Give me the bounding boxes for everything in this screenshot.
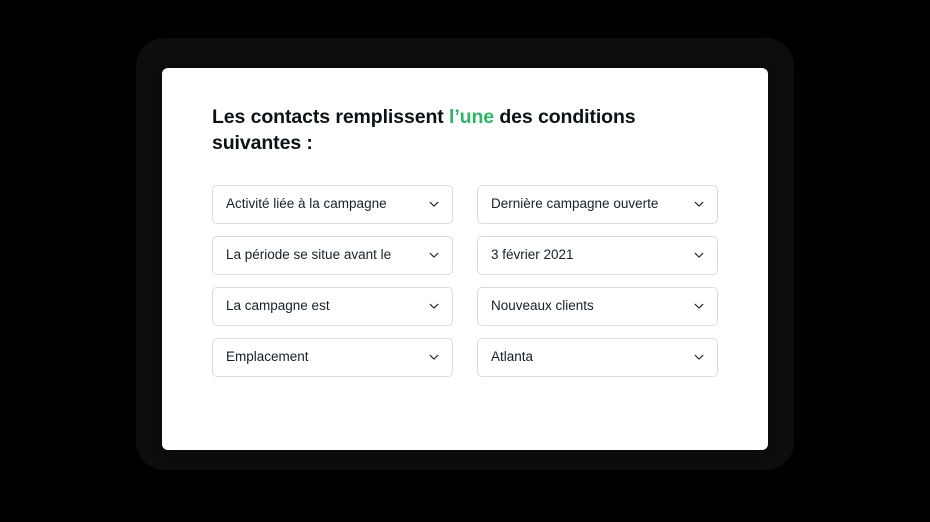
condition-value-select-3[interactable] (477, 287, 718, 326)
chevron-down-icon (428, 300, 440, 312)
condition-row (212, 236, 718, 275)
condition-value-label-3: Nouveaux clients (491, 299, 594, 313)
condition-row (212, 338, 718, 377)
condition-value-select-2[interactable] (477, 236, 718, 275)
condition-value-label-4: Atlanta (491, 350, 534, 364)
condition-value-select-4[interactable] (477, 338, 718, 377)
chevron-down-icon (693, 300, 705, 312)
condition-value-label-1: Dernière campagne ouverte (491, 197, 659, 211)
chevron-down-icon (693, 198, 705, 210)
condition-row (212, 287, 718, 326)
condition-field-label-1: Activité liée à la campagne (226, 197, 387, 211)
conditions-panel (162, 68, 768, 450)
condition-value-label-2: 3 février 2021 (491, 248, 574, 262)
chevron-down-icon (693, 351, 705, 363)
chevron-down-icon (428, 198, 440, 210)
condition-field-select-1[interactable] (212, 185, 453, 224)
condition-field-label-2: La période se situe avant le (226, 248, 392, 262)
conditions-list (212, 185, 718, 377)
condition-field-select-2[interactable] (212, 236, 453, 275)
condition-field-select-3[interactable] (212, 287, 453, 326)
condition-value-select-1[interactable] (477, 185, 718, 224)
chevron-down-icon (428, 351, 440, 363)
page-title (212, 104, 672, 157)
condition-field-select-4[interactable] (212, 338, 453, 377)
condition-field-label-3: La campagne est (226, 299, 330, 313)
chevron-down-icon (428, 249, 440, 261)
page-title-before: Les contacts remplissent (212, 106, 450, 128)
condition-row (212, 185, 718, 224)
page-title-highlight: l’une (449, 106, 495, 128)
chevron-down-icon (693, 249, 705, 261)
condition-field-label-4: Emplacement (226, 350, 309, 364)
page-title-after: des conditions suivantes : (212, 106, 636, 155)
panel-content (162, 68, 768, 377)
